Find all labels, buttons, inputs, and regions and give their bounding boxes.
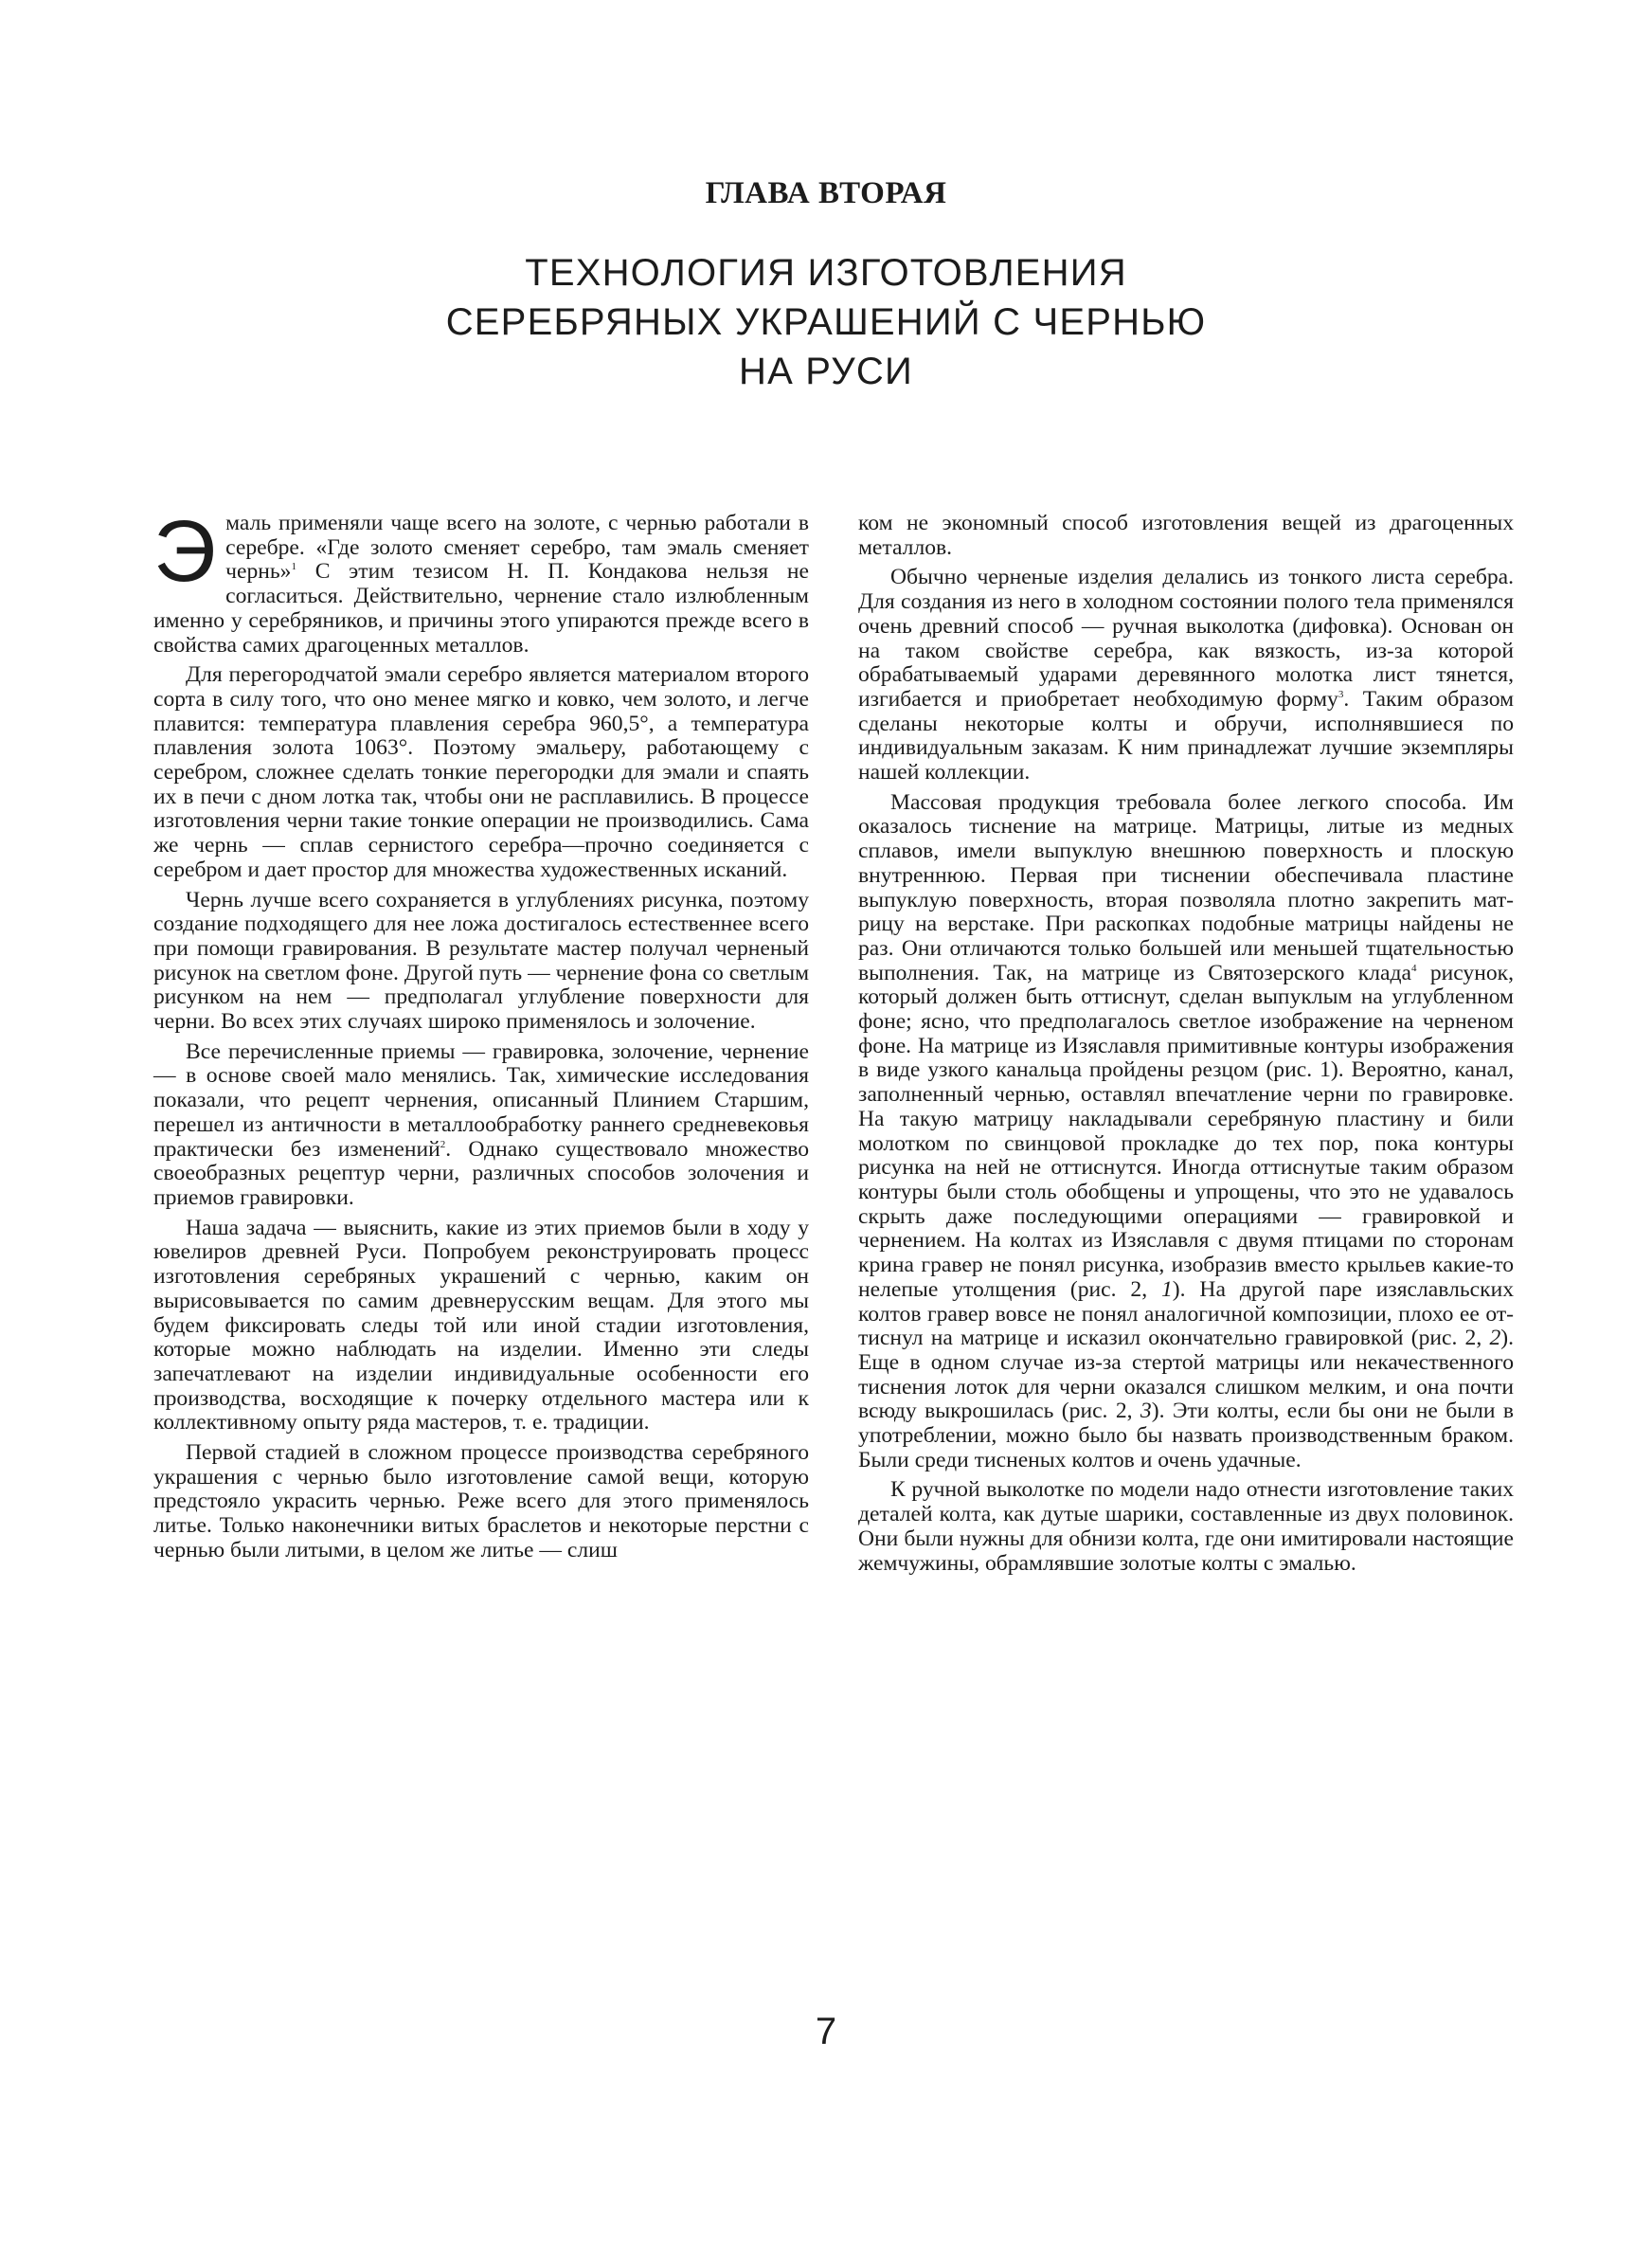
chapter-heading: ГЛАВА ВТОРАЯ bbox=[705, 176, 947, 210]
paragraph bbox=[153, 1040, 809, 1211]
paragraph: Для перегородчатой эмали серебро является материалом второго сорта в силу того, что оно менее мягко и ковко, чем золото, и легче плавится: температура плавления серебра 960,5°, а температура плавления золота 1063°. Поэтому эмальеру, работающему с серебром, сложнее сделать тонкие перегородки для эмали и спаять их в печи с дном лотка так, чтобы они не расплавились. В процессе изготовления черни такие тонкие операции не производились. Сама же чернь — сплав сернистого серебра—прочно соединяется с серебром и дает простор для множества художественных исканий. bbox=[153, 662, 809, 882]
paragraph: ком не экономный способ изготовления вещей из драгоценных металлов. bbox=[858, 511, 1514, 560]
paragraph-text: ). Эти колты, если бы они не были в употреблении, можно было бы назвать производственным браком. Были среди тисненых колтов и очень удачные. bbox=[858, 1399, 1514, 1472]
footnote-ref: 1 bbox=[291, 561, 296, 573]
drop-cap: Э bbox=[153, 503, 217, 600]
title-line-3: НА РУСИ bbox=[739, 351, 913, 392]
paragraph-text: Обычно черненые изделия делались из тонкого листа серебра. Для создания из него в холодном состоянии полого тела применялся очень древний способ — ручная выколотка (дифовка). Основан он на таком свойстве серебра, как вязкость, из-за которой обрабатываемый ударами деревянного молотка лист тянется, изгибается и приобретает необходимую форму bbox=[858, 565, 1514, 712]
right-column bbox=[858, 512, 1514, 1581]
chapter-title bbox=[0, 248, 1652, 396]
paragraph: Наша задача — выяснить, какие из этих приемов были в ходу у ювелиров древней Руси. Попробуем реконструировать процесс изготовления серебряных украшений с чернью, каким он вырисовывается по самим древнерусским вещам. Для этого мы будем фиксировать следы той или иной стадии изготовления, которые можно наблюдать на изделии. Именно эти следы запечатлевают на изделии индивидуальные особенности его производства, восходящие к почерку отдельного мастера или к коллективному опыту ряда мастеров, т. е. традиции. bbox=[153, 1215, 809, 1435]
paragraph bbox=[858, 566, 1514, 785]
left-column bbox=[153, 503, 809, 1569]
paragraph-text: рисунок, который должен быть оттиснут, сделан выпуклым на углубленном фоне; ясно, что предполагалось светлое изображение на черненом фоне. На матрице из Изяславля примитивные контуры изображения в виде узкого канальца пройдены резцом (рис. 1). Вероятно, канал, заполненный чернью, оставлял впечатление черни по гравировке. На такую матрицу накладывали серебряную пластину и били молотком по свинцовой прокладке до тех пор, пока контуры рисунка на ней не оттиснутся. Иногда оттиснутые таким образом контуры были столь обобщены и упрощены, что это не удавалось скрыть даже последующими операциями — гравировкой и чернением. На колтах из Изяславля с двумя птицами по сторонам крина гравер не понял рисунка, изобразив вместо крыльев какие-то нелепые утолщения (рис. 2, bbox=[858, 960, 1514, 1302]
footnote-ref: 2 bbox=[440, 1138, 446, 1150]
paragraph-text: ). Еще в одном случае из-за стертой матрицы или некачественного тиснения лоток для черни оказался слишком мелким, и она почти всюду выкрошилась (рис. 2, bbox=[858, 1326, 1514, 1424]
paragraph: Первой стадией в сложном процессе производства серебряного украшения с чернью было изготовление самой вещи, которую предстояло украсить чернью. Реже всего для этого применялось литье. Только наконечники витых браслетов и некоторые перстни с чернью были литыми, в целом же литье — слиш bbox=[153, 1440, 809, 1562]
paragraph-text: С этим тезисом Н. П. Кондакова нельзя не согласиться. Действительно, чернение стало излюбленным именно у серебряников, и причины этого упираются прежде всего в свойства самих драгоценных металлов. bbox=[153, 559, 809, 658]
paragraph bbox=[858, 791, 1514, 1473]
paragraph: Чернь лучше всего сохраняется в углублениях рисунка, поэтому создание подходящего для нее ложа достигалось естественнее всего при помощи гравирования. В результате мастер получал черненый рисунок на светлом фоне. Другой путь — чернение фона со светлым рисунком на нем — предполагал углубление поверхности для черни. Во всех этих случаях широко применялось и золочение. bbox=[153, 887, 809, 1035]
title-line-2: СЕРЕБРЯНЫХ УКРАШЕНИЙ С ЧЕРНЬЮ bbox=[445, 301, 1207, 343]
page-number: 7 bbox=[815, 2011, 837, 2052]
paragraph-text: Массовая продукция требовала более легкого способа. Им оказалось тиснение на матрице. Матрицы, литые из медных сплавов, имели выпуклую внешнюю поверхность и плоскую внутреннюю. Первая при тиснении обеспечивала пластине выпуклую поверхность, вторая позволяла плотно закрепить матрицу на верстаке. При раскопках подобные матрицы найдены не раз. Они отличаются только большей или меньшей тщательностью выполнения. Так, на матрице из Святозерского клада bbox=[858, 789, 1514, 985]
footnote-ref: 3 bbox=[1338, 689, 1344, 701]
paragraph-text: . Однако существовало множество своеобразных рецептур черни, различных способов золочения и приемов гравировки. bbox=[153, 1136, 809, 1210]
paragraph: К ручной выколотке по модели надо отнести изготовление таких деталей колта, как дутые шарики, составленные из двух половинок. Они были нужны для обнизи колта, где они имитировали настоящие жемчужины, обрамлявшие золотые колты с эмалью. bbox=[858, 1477, 1514, 1576]
footnote-ref: 4 bbox=[1410, 962, 1417, 974]
paragraph-text: маль применяли чаще всего на золоте, с чернью работали в серебре. «Где золото сменяет серебро, там эмаль сменяет чернь» bbox=[225, 511, 809, 585]
paragraph-text: . Таким образом сделаны некоторые колты и обручи, исполнявшиеся по индивидуальным заказам. К ним принадлежат лучшие экземпляры нашей коллекции. bbox=[858, 686, 1514, 785]
paragraph bbox=[153, 503, 809, 658]
figure-ref: 1 bbox=[1160, 1276, 1173, 1302]
paragraph-text: Все перечисленные приемы — гравировка, золочение, чернение — в основе своей мало менялись. Так, химические исследования показали, что рецепт чернения, описанный Плинием Старшим, перешел из античности в металлообработку раннего средневековья практически без изменений bbox=[153, 1038, 809, 1162]
paragraph-text: ). На другой паре изяславльских колтов гравер вовсе не понял аналогичной композиции, плохо ее оттиснул на матрице и исказил окончательно гравировкой (рис. 2, bbox=[858, 1276, 1514, 1351]
title-line-1: ТЕХНОЛОГИЯ ИЗГОТОВЛЕНИЯ bbox=[525, 252, 1127, 294]
figure-ref: 3 bbox=[1140, 1399, 1152, 1424]
figure-ref: 2 bbox=[1489, 1326, 1501, 1351]
